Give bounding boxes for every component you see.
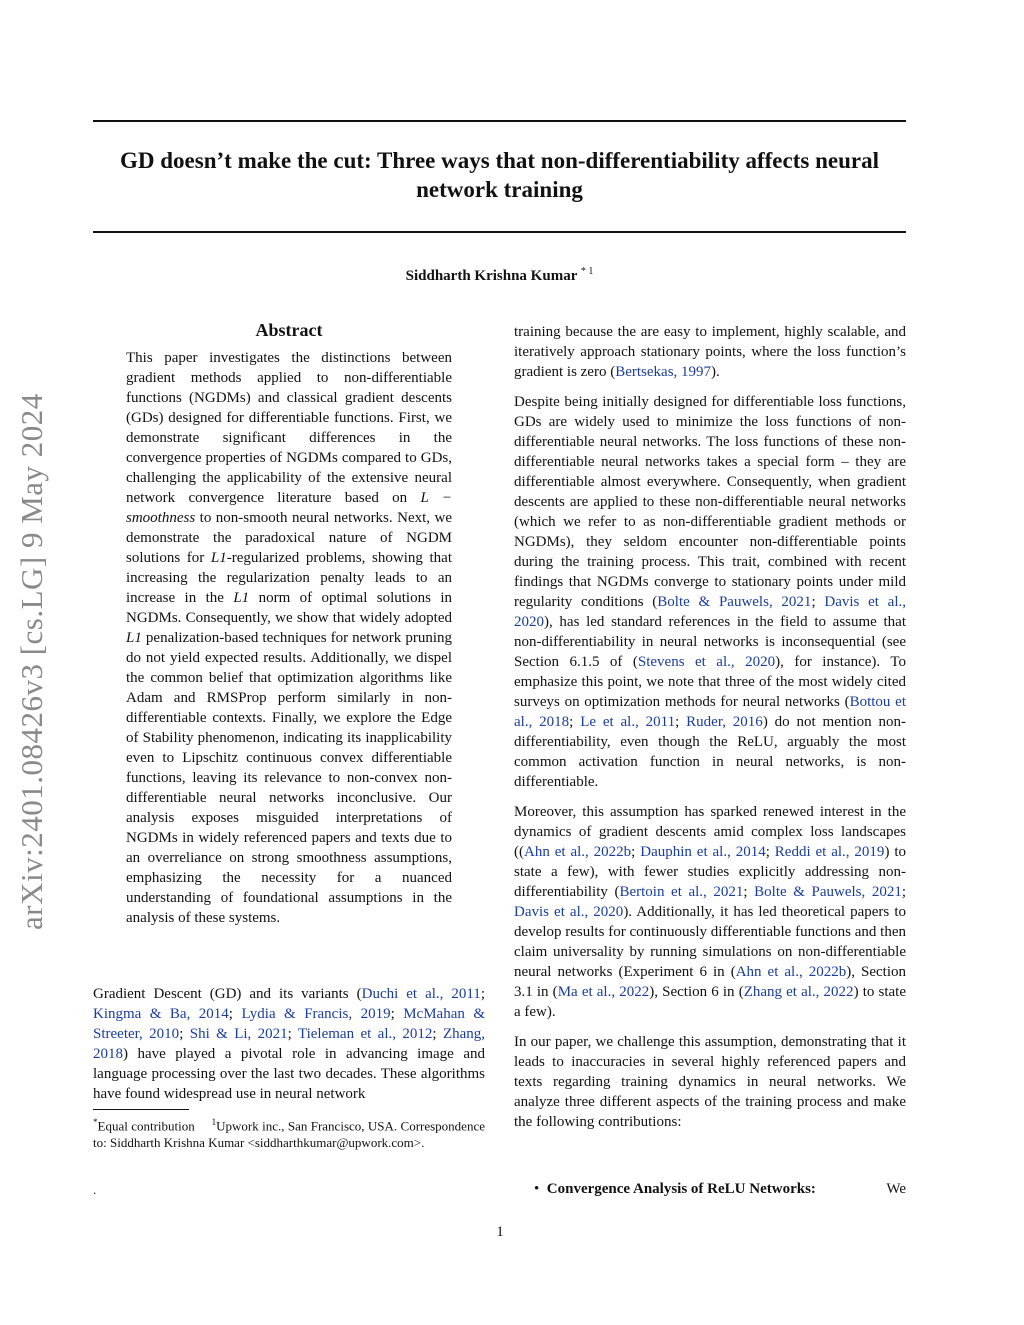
paper-title: GD doesn’t make the cut: Three ways that non-differentiability affects neural network training (120, 148, 879, 202)
citation-sep: ; (811, 594, 825, 610)
abstract-text-1: This paper investigates the distinctions between gradient methods applied to non-differentiable functions (NGDMs) and classical gradient descents (GDs) designed for differentiable functions. First, we demonstrate significant differences in the convergence properties of NGDMs compared to GDs, challenging the applicability of the extensive neural network convergence literature based on (126, 350, 452, 506)
bullet-title: Convergence Analysis of ReLU Networks: (546, 1181, 816, 1197)
abstract-text-2: to non-smooth neural networks. Next, we demonstrate the paradoxical nature of NGDM solutions for (126, 510, 453, 566)
citation-sep: ; (480, 986, 485, 1002)
citation-link[interactable]: Bertoin et al., 2021 (619, 884, 744, 900)
abstract-text-3: -regularized problems, showing that increasing the regularization penalty leads to an increase in the (126, 550, 452, 606)
abstract-math-smoothness: L − smoothness (126, 490, 453, 526)
citation-link[interactable]: Lydia & Francis, 2019 (241, 1006, 391, 1022)
contribution-bullet (534, 1181, 906, 1198)
text: ), has led standard references in the field to assume that non-differentiability in neural networks is inconsequential (see Section 6.1.5 of ( (514, 614, 906, 670)
title-bottom-rule (93, 231, 906, 233)
bullet-text: We (886, 1181, 906, 1197)
footnote-rule (93, 1109, 189, 1110)
citation-link[interactable]: Ma et al., 2022 (557, 984, 650, 1000)
citation-link[interactable]: Zhang, 2018 (93, 1026, 486, 1062)
intro-text-2: ) have played a pivotal role in advancing image and language processing over the last two decades. These algorithms have found widespread use in neural network (93, 1046, 485, 1102)
citation-link[interactable]: Bertsekas, 1997 (615, 364, 712, 380)
citation-sep: ; (631, 844, 641, 860)
citation-link[interactable]: Le et al., 2011 (580, 714, 676, 730)
text: ) to state a few), with fewer studies explicitly addressing non-differentiability ( (514, 844, 906, 900)
citation-link[interactable]: McMahan & Streeter, 2010 (93, 1006, 485, 1042)
text: ) do not mention non-differentiability, even though the ReLU, arguably the most common activation function in neural networks, is non-differentiable. (514, 714, 906, 790)
title-top-rule (93, 120, 906, 122)
abstract-text-4: norm of optimal solutions in NGDMs. Consequently, we show that widely adopted (126, 590, 453, 626)
paragraph: In our paper, we challenge this assumption, demonstrating that it leads to inaccuracies in several highly referenced papers and texts regarding training dynamics in neural networks. We analyze three different aspects of the training process and make the following contributions: (514, 1034, 906, 1130)
footnote-mark-equal: * (93, 1117, 98, 1127)
citation-sep: ; (675, 714, 687, 730)
citation-sep: ; (743, 884, 755, 900)
arxiv-stamp: arXiv:2401.08426v3 [cs.LG] 9 May 2024 (14, 393, 49, 930)
intro-text-1: Gradient Descent (GD) and its variants ( (93, 986, 362, 1002)
citation-link[interactable]: Bolte & Pauwels, 2021 (657, 594, 812, 610)
citation-sep: ; (432, 1026, 443, 1042)
footnote-dot: . (93, 1182, 97, 1197)
right-column (514, 322, 906, 1142)
paragraph (514, 322, 906, 382)
text: ), Section 6 in ( (649, 984, 744, 1000)
citation-sep: ; (179, 1026, 190, 1042)
text: ). (711, 364, 720, 380)
citation-link[interactable]: Duchi et al., 2011 (361, 986, 481, 1002)
text: ). Additionally, it has led theoretical papers to develop results for continuously differentiable functions and then claim universality by running simulations on non-differentiable neural networks (Experiment 6 in ( (514, 904, 906, 980)
abstract-math-l1-b: L1 (233, 590, 250, 606)
citation-link[interactable]: Ahn et al., 2022b (735, 964, 847, 980)
text: Moreover, this assumption has sparked renewed interest in the dynamics of gradient descents amid complex loss landscapes (( (514, 804, 906, 860)
text: training because the are easy to implement, highly scalable, and iteratively approach stationary points, where the loss function’s gradient is zero ( (514, 324, 906, 380)
citation-link[interactable]: Ahn et al., 2022b (524, 844, 632, 860)
abstract-heading: Abstract (255, 320, 323, 340)
citation-link[interactable]: Kingma & Ba, 2014 (93, 1006, 229, 1022)
abstract-text-5: penalization-based techniques for network pruning do not yield expected results. Additionally, we dispel the common belief that optimization algorithms like Adam and RMSProp perform similarly in non-differentiable contexts. Finally, we explore the Edge of Stability phenomenon, indicating its inapplicability even to Lipschitz continuous convex differentiable functions, leaving its relevance to non-convex non-differentiable neural networks inconclusive. Our analysis exposes misguided interpretations of NGDMs in widely referenced papers and texts due to an overreliance on strong smoothness assumptions, emphasizing the necessity for a nuanced understanding of foundational assumptions in the analysis of these systems. (126, 630, 453, 926)
citation-sep: ; (901, 884, 906, 900)
citation-link[interactable]: Bottou et al., 2018 (514, 694, 906, 730)
footnote-mark-affil: 1 (211, 1117, 217, 1127)
text: Despite being initially designed for differentiable loss functions, GDs are widely used to minimize the loss functions of non-differentiable neural networks. The loss functions of these non-differentiable neural networks takes a special form – they are differentiable almost everywhere. Consequently, when gradient descents are applied to these non-differentiable neural networks (which we refer to as non-differentiable gradient methods or NGDMs), they seldom encounter non-differentiable points during the training process. This trait, combined with recent findings that NGDMs converge to stationary points under mild regularity conditions ( (514, 394, 906, 610)
citation-link[interactable]: Stevens et al., 2020 (637, 654, 776, 670)
citation-link[interactable]: Davis et al., 2020 (514, 594, 906, 630)
text: ), for instance). To emphasize this point, we note that three of the most widely cited surveys on optimization methods for neural networks ( (514, 654, 906, 710)
citation-link[interactable]: Zhang et al., 2022 (743, 984, 854, 1000)
citation-link[interactable]: Ruder, 2016 (686, 714, 763, 730)
text: ) to state a few). (514, 984, 906, 1020)
citation-link[interactable]: Dauphin et al., 2014 (640, 844, 766, 860)
citation-link[interactable]: Davis et al., 2020 (514, 904, 624, 920)
footnote (93, 1114, 485, 1151)
author-line (93, 266, 906, 285)
footnote-equal-contribution: Equal contribution (97, 1118, 195, 1134)
bullet-symbol: • (534, 1181, 540, 1197)
author-affiliation-marks: * 1 (580, 266, 594, 277)
paragraph (514, 802, 906, 1022)
citation-sep: ; (228, 1006, 242, 1022)
citation-sep: ; (569, 714, 581, 730)
citation-sep: ; (287, 1026, 298, 1042)
citation-link[interactable]: Shi & Li, 2021 (189, 1026, 288, 1042)
abstract-math-l1-a: L1 (210, 550, 227, 566)
intro-paragraph-left (93, 984, 485, 1104)
citation-link[interactable]: Bolte & Pauwels, 2021 (754, 884, 902, 900)
citation-sep: ; (765, 844, 775, 860)
citation-link[interactable]: Reddi et al., 2019 (774, 844, 885, 860)
abstract-math-l1-c: L1 (126, 630, 142, 646)
text: ), Section 3.1 in ( (514, 964, 907, 1000)
citation-link[interactable]: Tieleman et al., 2012 (297, 1026, 433, 1042)
author-name: Siddharth Krishna Kumar (405, 268, 578, 284)
paragraph (514, 392, 906, 792)
abstract-body (126, 348, 452, 928)
citation-sep: ; (390, 1006, 404, 1022)
footnote-affiliation: Upwork inc., San Francisco, USA. Correspondence to: Siddharth Krishna Kumar <siddharthkumar@upwork.com>. (93, 1118, 485, 1151)
page-number: 1 (496, 1224, 504, 1240)
